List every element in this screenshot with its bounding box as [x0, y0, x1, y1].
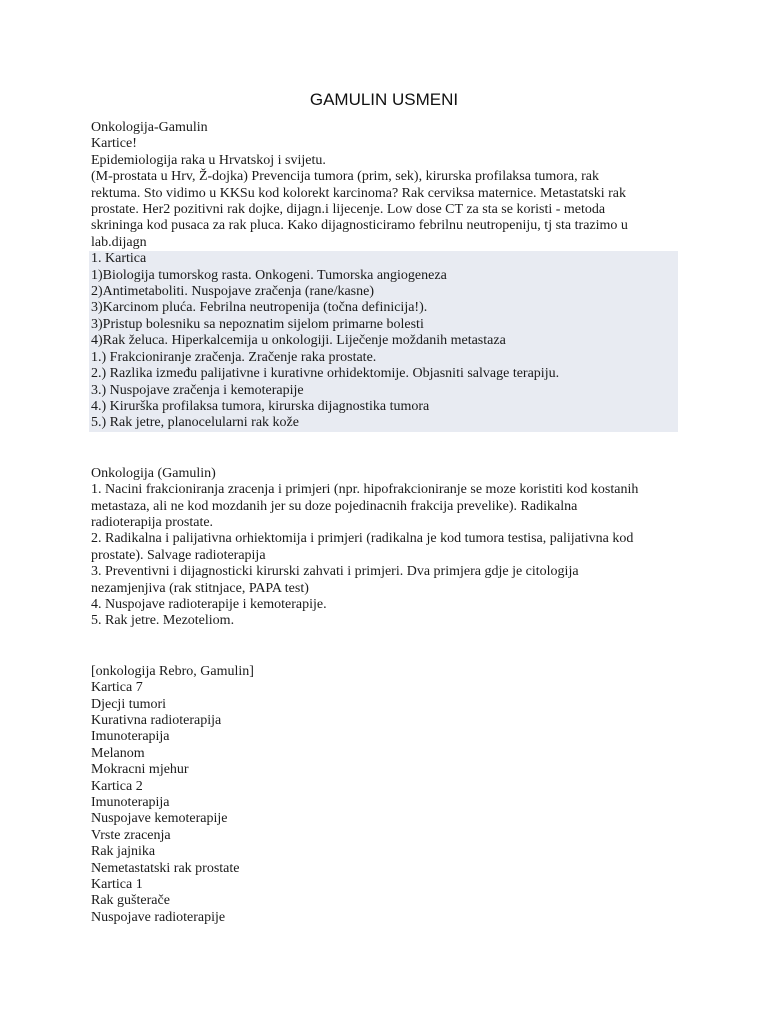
text-line: Melanom [91, 745, 145, 761]
highlighted-line: 4)Rak želuca. Hiperkalcemija u onkologiji. Liječenje moždanih metastaza [91, 333, 506, 349]
text-line: Rak gušterače [91, 893, 170, 909]
text-line: 5. Rak jetre. Mezoteliom. [91, 613, 235, 629]
highlighted-line: 3)Karcinom pluća. Febrilna neutropenija (točna definicija!). [91, 300, 428, 316]
highlighted-line: 1)Biologija tumorskog rasta. Onkogeni. Tumorska angiogeneza [91, 267, 447, 283]
document-title: GAMULIN USMENI [309, 90, 459, 109]
text-line: Vrste zracenja [91, 827, 171, 843]
text-line: skrininga kod pusaca za rak pluca. Kako dijagnosticiramo febrilnu neutropeniju, tj sta trazimo u [91, 218, 628, 234]
highlighted-line: 1.) Frakcioniranje zračenja. Zračenje raka prostate. [91, 349, 377, 365]
text-line: Onkologija (Gamulin) [91, 465, 216, 481]
text-line: Kartica 7 [91, 680, 143, 696]
text-line: [onkologija Rebro, Gamulin] [91, 663, 254, 679]
text-line: rektuma. Sto vidimo u KKSu kod kolorekt karcinoma? Rak cerviksa maternice. Metastatski rak [91, 185, 626, 201]
text-line: 2. Radikalna i palijativna orhiektomija i primjeri (radikalna je kod tumora testisa, palijativna kod [91, 531, 634, 547]
highlighted-line: 2)Antimetaboliti. Nuspojave zračenja (rane/kasne) [91, 284, 374, 300]
text-line: 3. Preventivni i dijagnosticki kirurski zahvati i primjeri. Dva primjera gdje je citologija [91, 564, 579, 580]
text-line: Epidemiologija raka u Hrvatskoj i svijetu. [91, 152, 326, 168]
highlighted-line: 3)Pristup bolesniku sa nepoznatim sijelom primarne bolesti [91, 316, 424, 332]
text-line: Nuspojave radioterapije [91, 909, 226, 925]
text-line: prostate). Salvage radioterapija [91, 547, 266, 563]
text-line: Kartica 2 [91, 778, 143, 794]
section-3 [91, 664, 681, 927]
text-line: prostate. Her2 pozitivni rak dojke, dijagn.i lijecenje. Low dose CT za sta se koristi - metoda [91, 202, 606, 218]
highlighted-line: 3.) Nuspojave zračenja i kemoterapije [91, 382, 304, 398]
highlighted-line: 5.) Rak jetre, planocelularni rak kože [91, 415, 299, 431]
text-line: Kurativna radioterapija [91, 713, 222, 728]
text-line: (M-prostata u Hrv, Ž-dojka) Prevencija tumora (prim, sek), kirurska profilaksa tumora, rak [91, 169, 599, 185]
text-line: Kartica 1 [91, 877, 143, 893]
text-line: 1. Nacini frakcioniranja zracenja i primjeri (npr. hipofrakcioniranje se moze koristiti kod kostanih [91, 482, 639, 498]
text-line: Mokracni mjehur [91, 762, 189, 778]
text-line: radioterapija prostate. [91, 514, 214, 530]
text-line: Djecji tumori [91, 696, 167, 712]
highlighted-line: 4.) Kirurška profilaksa tumora, kirurska dijagnostika tumora [91, 398, 430, 414]
section-2 [91, 466, 681, 630]
highlighted-block [89, 251, 678, 431]
highlighted-line: 2.) Razlika između palijativne i kurativne orhidektomije. Objasniti salvage terapiju. [91, 366, 560, 382]
text-line: Nuspojave kemoterapije [91, 811, 228, 827]
highlighted-line: 1. Kartica [91, 251, 147, 267]
section-1 [91, 120, 681, 432]
text-line: metastaza, ali ne kod mozdanih jer su doze pojedinacnih frakcija prevelike). Radikalna [91, 498, 578, 514]
text-line: Rak jajnika [91, 844, 156, 860]
text-line: Kartice! [91, 136, 137, 152]
text-line: nezamjenjiva (rak stitnjace, PAPA test) [91, 580, 309, 596]
text-line: Imunoterapija [91, 729, 170, 745]
text-line: Nemetastatski rak prostate [91, 860, 240, 876]
text-line: Onkologija-Gamulin [91, 120, 208, 135]
text-line: 4. Nuspojave radioterapije i kemoterapije. [91, 596, 327, 612]
document-body [91, 120, 681, 926]
text-line: lab.dijagn [91, 234, 147, 250]
text-line: Imunoterapija [91, 795, 170, 811]
